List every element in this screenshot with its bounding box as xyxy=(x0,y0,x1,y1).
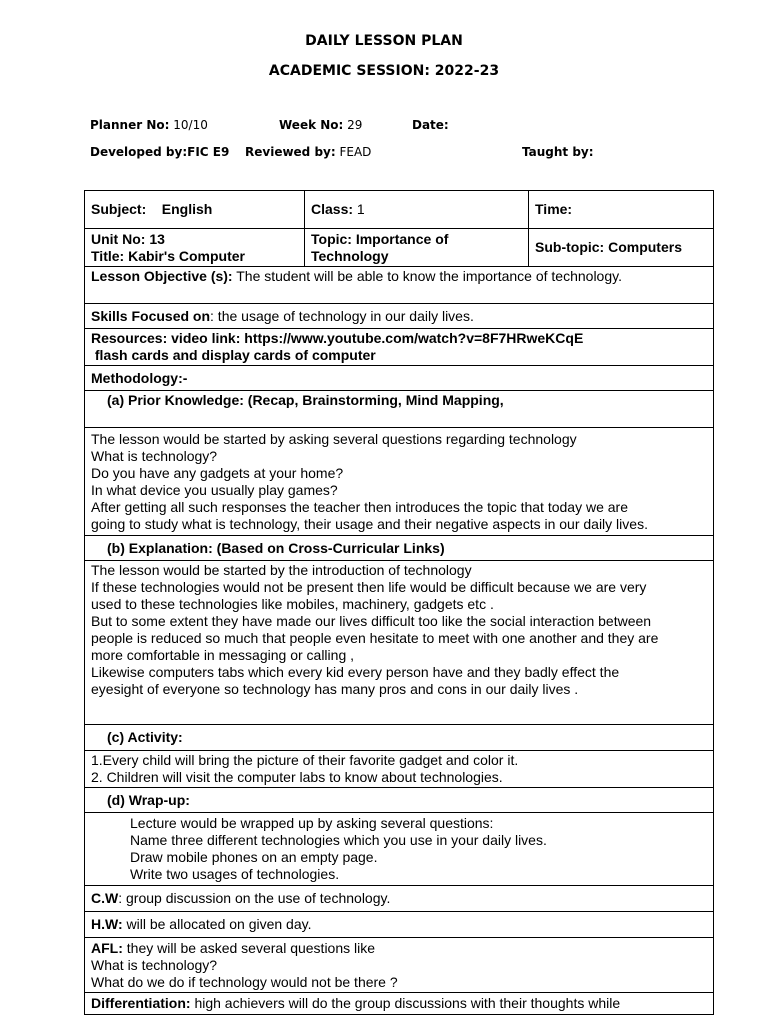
activity-heading-row xyxy=(85,725,714,751)
activity-body-row xyxy=(85,751,714,788)
date-field: Date: xyxy=(412,118,449,132)
subject-cell: Subject: English xyxy=(85,191,305,229)
prior-knowledge-heading-row xyxy=(85,391,714,428)
methodology-row xyxy=(85,366,714,391)
objective-row xyxy=(85,267,714,304)
wrapup-heading: (d) Wrap-up: xyxy=(85,788,714,813)
class-cell: Class: 1 xyxy=(305,191,529,229)
topic-cell: Topic: Importance of Technology xyxy=(305,229,529,267)
cw-row xyxy=(85,886,714,912)
explanation-heading: (b) Explanation: (Based on Cross-Curricular Links) xyxy=(85,536,714,561)
differentiation-row xyxy=(85,993,714,1015)
developed-by: Developed by:FIC E9 xyxy=(90,145,230,159)
reviewed-by: Reviewed by: FEAD xyxy=(245,145,372,159)
academic-session: ACADEMIC SESSION: 2022-23 xyxy=(268,63,500,79)
time-cell: Time: xyxy=(529,191,714,229)
resources-row xyxy=(85,329,714,366)
skills-focused: Skills Focused on: the usage of technology in our daily lives. xyxy=(85,304,714,329)
prior-knowledge-heading: (a) Prior Knowledge: (Recap, Brainstorming, Mind Mapping, xyxy=(85,391,714,428)
subject-row xyxy=(85,191,714,229)
prior-knowledge-body-row xyxy=(85,428,714,536)
planner-no: Planner No: 10/10 xyxy=(90,118,208,132)
explanation-body: The lesson would be started by the introduction of technology If these technologies would not be present then life would be difficult because we are very used to these technologies like mobiles, machinery, gadgets etc . But to some extent they have made our lives difficult too like the social interaction between people is reduced so much that people even hesitate to meet with one another and they are more comfortable in messaging or calling , Likewise computers tabs which every kid every person have and they badly effect the eyesight of everyone so technology has many pros and cons in our daily lives . xyxy=(85,561,714,725)
unit-cell: Unit No: 13 Title: Kabir's Computer xyxy=(85,229,305,267)
explanation-body-row xyxy=(85,561,714,725)
activity-heading: (c) Activity: xyxy=(85,725,714,751)
hw-row xyxy=(85,912,714,938)
lesson-plan-table xyxy=(84,190,714,1015)
unit-row xyxy=(85,229,714,267)
subtopic-cell: Sub-topic: Computers xyxy=(529,229,714,267)
wrapup-body-row xyxy=(85,813,714,886)
prior-knowledge-body: The lesson would be started by asking several questions regarding technology What is technology? Do you have any gadgets at your home? In what device you usually play games? After getting all such responses the teacher then introduces the topic that today we are going to study what is technology, their usage and their negative aspects in our daily lives. xyxy=(85,428,714,536)
resources: Resources: video link: https://www.youtube.com/watch?v=8F7HRweKCqE flash cards and display cards of computer xyxy=(85,329,714,366)
home-work: H.W: will be allocated on given day. xyxy=(85,912,714,938)
explanation-heading-row xyxy=(85,536,714,561)
afl: AFL: they will be asked several questions like What is technology? What do we do if technology would not be there ? xyxy=(85,938,714,993)
afl-row xyxy=(85,938,714,993)
skills-row xyxy=(85,304,714,329)
document-title: DAILY LESSON PLAN xyxy=(305,33,463,49)
wrapup-body: Lecture would be wrapped up by asking several questions: Name three different technologies which you use in your daily lives. Draw mobile phones on an empty page. Write two usages of technologies. xyxy=(85,813,714,886)
class-work: C.W: group discussion on the use of technology. xyxy=(85,886,714,912)
methodology-heading: Methodology:- xyxy=(85,366,714,391)
week-no: Week No: 29 xyxy=(279,118,363,132)
differentiation: Differentiation: high achievers will do the group discussions with their thoughts while xyxy=(85,993,714,1015)
activity-body: 1.Every child will bring the picture of their favorite gadget and color it. 2. Children will visit the computer labs to know about technologies. xyxy=(85,751,714,788)
wrapup-heading-row xyxy=(85,788,714,813)
lesson-objective: Lesson Objective (s): The student will be able to know the importance of technology. xyxy=(85,267,714,304)
taught-by: Taught by: xyxy=(522,145,594,159)
